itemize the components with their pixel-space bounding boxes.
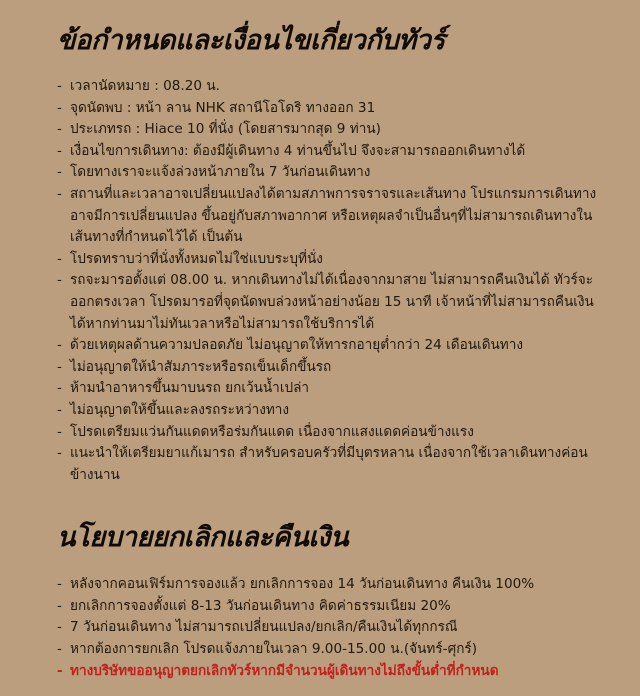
bullet-dash: -: [57, 576, 62, 593]
cancellation-section: [57, 519, 600, 682]
bullet-dash: -: [57, 662, 63, 679]
bullet-dash: -: [57, 121, 62, 138]
list-item: [57, 119, 600, 141]
bullet-dash: -: [57, 619, 62, 636]
bullet-dash: -: [57, 445, 62, 462]
list-item: [57, 574, 600, 596]
list-item-text: ไม่อนุญาตให้นำสัมภาระหรือรถเข็นเด็กขึ้นรถ: [70, 358, 332, 375]
bullet-dash: -: [57, 597, 62, 614]
notice-text: ทางบริษัทขออนุญาตยกเลิกทัวร์หากมีจำนวนผู้เดินทางไม่ถึงขั้นต่ำที่กำหนด: [70, 662, 499, 679]
list-item: [57, 617, 600, 639]
list-item: [57, 596, 600, 618]
bullet-dash: -: [57, 423, 62, 440]
list-item-text: เงื่อนไขการเดินทาง: ต้องมีผู้เดินทาง 4 ท่านขึ้นไป จึงจะสามารถออกเดินทางได้: [70, 142, 526, 159]
bullet-dash: -: [57, 401, 62, 418]
list-item-text: แนะนำให้เตรียมยาแก้เมารถ สำหรับครอบครัวที่มีบุตรหลาน เนื่องจากใช้เวลาเดินทางค่อนข้างนาน: [70, 445, 588, 483]
list-item: [57, 422, 600, 444]
list-item: [57, 357, 600, 379]
terms-list: [57, 76, 600, 486]
bullet-dash: -: [57, 250, 62, 267]
list-item: [57, 378, 600, 400]
list-item-text: ห้ามนำอาหารขึ้นมาบนรถ ยกเว้นน้ำเปล่า: [70, 380, 310, 397]
list-item-text: จุดนัดพบ : หน้า ลาน NHK สถานีโอโดริ ทางออก 31: [70, 99, 376, 116]
list-item-text: 7 วันก่อนเดินทาง ไม่สามารถเปลี่ยนแปลง/ยกเลิก/คืนเงินได้ทุกกรณี: [70, 619, 458, 636]
bullet-dash: -: [57, 78, 62, 94]
cancellation-notice: [57, 661, 600, 683]
list-item-text: รถจะมารอตั้งแต่ 08.00 น. หากเดินทางไม่ได้เนื่องจากมาสาย ไม่สามารถคืนเงินได้ ทัวร์จะออกตรงเวลา โปรดมารอที่จุดนัดพบล่วงหน้าอย่างน้อย 15 นาที เจ้าหน้าที่ไม่สามารถคืนเงินได้หากท่านมาไม่ทันเวลาหรือไม่สามารถใช้บริการได้: [70, 272, 594, 332]
bullet-dash: -: [57, 358, 62, 375]
list-item-text: โปรดทราบว่าที่นั่งทั้งหมดไม่ใช่แบบระบุที่นั่ง: [70, 250, 323, 267]
bullet-dash: -: [57, 641, 62, 658]
bullet-dash: -: [57, 164, 62, 181]
list-item-text: ประเภทรถ : Hiace 10 ที่นั่ง (โดยสารมากสุด 9 ท่าน): [70, 121, 381, 138]
list-item-text: โดยทางเราจะแจ้งล่วงหน้าภายใน 7 วันก่อนเดินทาง: [70, 164, 371, 181]
bullet-dash: -: [57, 142, 62, 159]
terms-title: ข้อกำหนดและเงื่อนไขเกี่ยวกับทัวร์: [57, 25, 445, 56]
bullet-dash: -: [57, 185, 62, 202]
list-item: [57, 76, 600, 98]
list-item: [57, 400, 600, 422]
list-item: [57, 335, 600, 357]
bullet-dash: -: [57, 272, 62, 289]
list-item: [57, 270, 600, 335]
terms-section: [57, 22, 600, 486]
list-item: [57, 98, 600, 120]
bullet-dash: -: [57, 99, 62, 116]
list-item-text: ด้วยเหตุผลด้านความปลอดภัย ไม่อนุญาตให้ทารกอายุต่ำกว่า 24 เดือนเดินทาง: [70, 337, 524, 354]
list-item-text: เวลานัดหมาย : 08.20 น.: [70, 78, 220, 94]
cancellation-title: นโยบายยกเลิกและคืนเงิน: [57, 522, 349, 554]
bullet-dash: -: [57, 337, 62, 354]
list-item-text: ไม่อนุญาตให้ขึ้นและลงรถระหว่างทาง: [70, 401, 290, 418]
bullet-dash: -: [57, 380, 62, 397]
list-item: [57, 162, 600, 184]
list-item: [57, 141, 600, 163]
list-item-text: หากต้องการยกเลิก โปรดแจ้งภายในเวลา 9.00-15.00 น.(จันทร์-ศุกร์): [70, 641, 478, 658]
list-item-text: หลังจากคอนเฟิร์มการจองแล้ว ยกเลิกการจอง 14 วันก่อนเดินทาง คืนเงิน 100%: [70, 576, 535, 593]
list-item-text: โปรดเตรียมแว่นกันแดดหรือร่มกันแดด เนื่องจากแสงแดดค่อนข้างแรง: [70, 423, 474, 440]
list-item: [57, 443, 600, 486]
cancellation-list: [57, 574, 600, 682]
list-item: [57, 639, 600, 661]
list-item: [57, 249, 600, 271]
list-item: [57, 184, 600, 249]
list-item-text: สถานที่และเวลาอาจเปลี่ยนแปลงได้ตามสภาพการจราจรและเส้นทาง โปรแกรมการเดินทางอาจมีการเปลี่ยนแปลง ขึ้นอยู่กับสภาพอากาศ หรือเหตุผลจำเป็นอื่นๆที่ไม่สามารถเดินทางในเส้นทางที่กำหนดไว้ได้ เป็นต้น: [70, 185, 597, 246]
list-item-text: ยกเลิกการจองตั้งแต่ 8-13 วันก่อนเดินทาง คิดค่าธรรมเนียม 20%: [70, 597, 451, 614]
